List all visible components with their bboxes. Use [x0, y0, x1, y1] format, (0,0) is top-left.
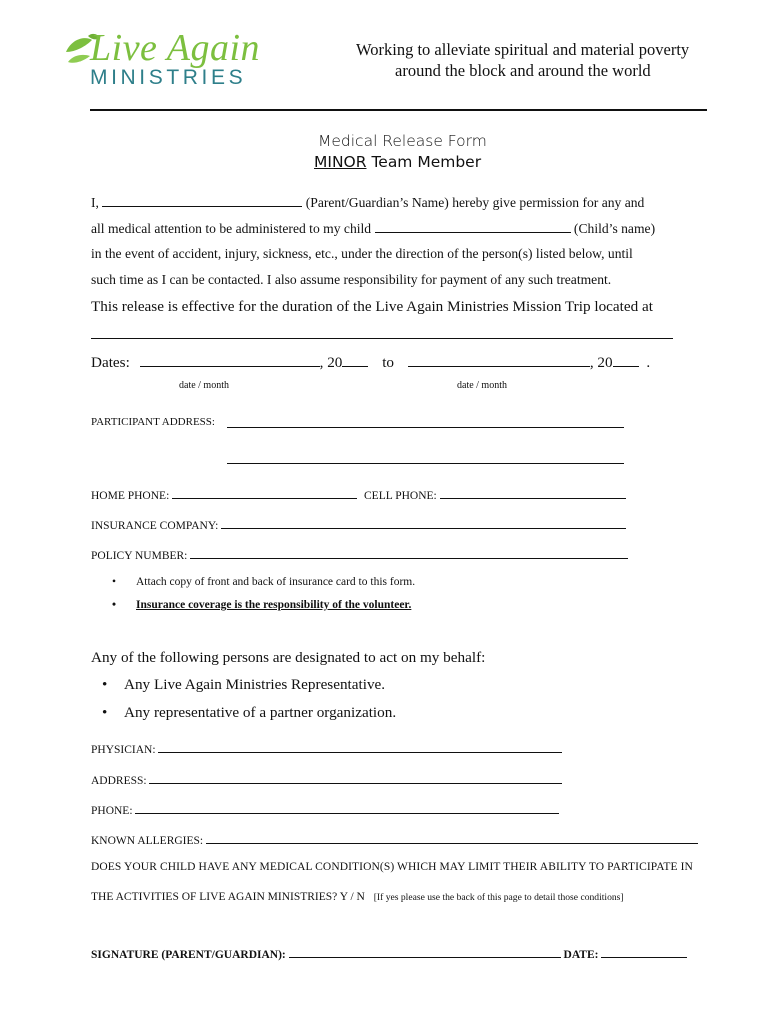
cell-phone-field[interactable] [440, 485, 626, 499]
home-phone-row: HOME PHONE: [91, 485, 357, 502]
allergies-row: KNOWN ALLERGIES: [91, 830, 698, 847]
end-date-hint: date / month [457, 380, 507, 391]
start-year-field[interactable] [342, 353, 368, 367]
form-subtitle [314, 153, 481, 171]
bullet-icon: • [112, 599, 117, 611]
logo [62, 26, 272, 98]
participant-address-field-1[interactable] [227, 427, 624, 428]
insurance-company-field[interactable] [221, 515, 626, 529]
participant-address-field-2[interactable] [227, 463, 624, 464]
insurance-row: INSURANCE COMPANY: [91, 515, 626, 532]
start-date-hint: date / month [179, 380, 229, 391]
form-title: Medical Release Form [318, 132, 487, 150]
logo-subtitle: MINISTRIES [90, 66, 247, 89]
intro-line-4: such time as I can be contacted. I also assume responsibility for payment of any such treatment. [91, 272, 612, 287]
header-divider [90, 109, 707, 111]
end-date-field[interactable] [408, 353, 590, 367]
bullet-icon: • [102, 704, 108, 721]
cell-phone-row: CELL PHONE: [364, 485, 626, 502]
end-year-field[interactable] [613, 353, 639, 367]
home-phone-field[interactable] [172, 485, 357, 499]
insurance-note-2: • Insurance coverage is the responsibility of the volunteer. [112, 599, 412, 611]
signature-row: SIGNATURE (PARENT/GUARDIAN): DATE: [91, 944, 687, 961]
condition-note: [If yes please use the back of this page to detail those conditions] [373, 892, 624, 903]
signature-date-field[interactable] [601, 944, 687, 958]
logo-title: Live Again [90, 27, 261, 69]
allergies-field[interactable] [206, 830, 698, 844]
policy-row: POLICY NUMBER: [91, 545, 628, 562]
address-row: ADDRESS: [91, 770, 562, 787]
physician-address-field[interactable] [149, 770, 562, 784]
policy-number-field[interactable] [190, 545, 628, 559]
dates-row: Dates: , 20 to , 20 . [91, 354, 651, 371]
team-member-label: Team Member [366, 153, 482, 171]
intro-line-5: This release is effective for the duration of the Live Again Ministries Mission Trip located at [91, 298, 653, 315]
intro-line-2: all medical attention to be administered to my child (Child’s name) [91, 221, 656, 236]
tagline-line-1: Working to alleviate spiritual and material poverty [356, 40, 690, 59]
physician-row: PHYSICIAN: [91, 739, 562, 756]
designee-item-1: • Any Live Again Ministries Representative. [102, 676, 386, 693]
designee-item-2: • Any representative of a partner organization. [102, 704, 397, 721]
parent-name-field[interactable] [102, 193, 302, 207]
intro-line-1: I, (Parent/Guardian’s Name) hereby give permission for any and [91, 195, 645, 210]
tagline-line-2: around the block and around the world [395, 61, 651, 80]
condition-question-2: THE ACTIVITIES OF LIVE AGAIN MINISTRIES? Y / N [If yes please use the back of this page to detail those conditions] [91, 891, 624, 903]
physician-phone-field[interactable] [135, 800, 559, 814]
insurance-note-1: • Attach copy of front and back of insurance card to this form. [112, 576, 416, 588]
phone-row: PHONE: [91, 800, 559, 817]
participant-address-label: PARTICIPANT ADDRESS: [91, 416, 215, 428]
bullet-icon: • [102, 676, 108, 693]
intro-line-3: in the event of accident, injury, sickness, etc., under the direction of the person(s) listed below, until [91, 246, 633, 261]
physician-field[interactable] [158, 739, 562, 753]
signature-field[interactable] [289, 944, 561, 958]
designees-heading: Any of the following persons are designated to act on my behalf: [91, 649, 486, 666]
start-date-field[interactable] [140, 353, 320, 367]
trip-location-field[interactable] [91, 338, 673, 339]
condition-question-1: DOES YOUR CHILD HAVE ANY MEDICAL CONDITION(S) WHICH MAY LIMIT THEIR ABILITY TO PARTICIPATE IN [91, 861, 693, 873]
child-name-field[interactable] [375, 219, 571, 233]
minor-label: MINOR [314, 153, 367, 171]
bullet-icon: • [112, 576, 117, 588]
